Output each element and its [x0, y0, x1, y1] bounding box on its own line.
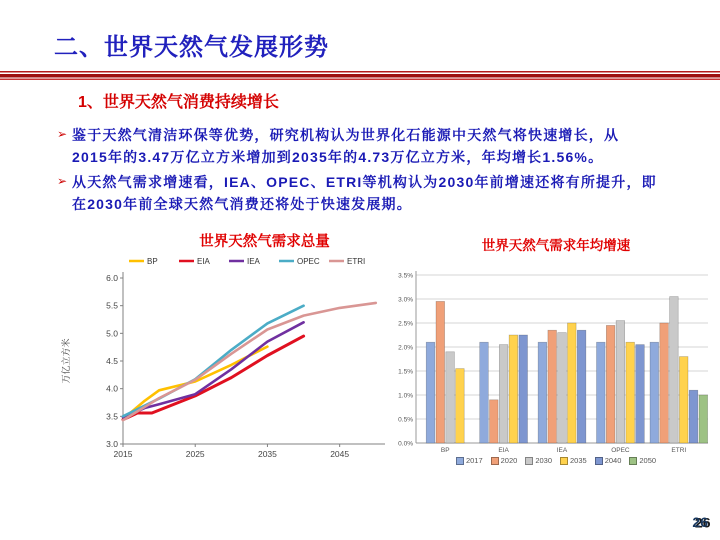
- legend-label-BP: BP: [147, 257, 158, 266]
- y-tick-label: 0.0%: [398, 440, 413, 448]
- bar-OPEC-2030: [616, 321, 625, 443]
- title-divider: [0, 71, 720, 81]
- bar-IEA-2017: [538, 342, 547, 443]
- bar-OPEC-2035: [626, 342, 635, 443]
- bar-BP-2030: [446, 352, 455, 443]
- legend-item-2050: [629, 456, 656, 465]
- bar-ETRI-2030: [670, 297, 679, 443]
- bar-IEA-2030: [558, 333, 567, 443]
- y-tick-label: 3.5%: [398, 272, 413, 280]
- y-tick-label: 5.5: [106, 300, 118, 311]
- bar-chart-panel: [392, 234, 720, 464]
- y-tick-label: 3.5: [106, 411, 118, 422]
- bar-IEA-2040: [577, 330, 586, 443]
- bullet-item: [57, 124, 713, 168]
- bar-OPEC-2017: [597, 342, 606, 443]
- bar-chart: [392, 257, 720, 455]
- y-tick-label: 5.0: [106, 328, 118, 339]
- category-label-ETRI: ETRI: [671, 447, 687, 454]
- bar-ETRI-2050: [699, 395, 708, 443]
- bar-EIA-2030: [499, 345, 508, 443]
- page-number: 26: [692, 514, 708, 530]
- legend-label-EIA: EIA: [197, 257, 210, 266]
- bar-chart-title: 世界天然气需求年均增速: [481, 238, 631, 253]
- y-tick-label: 3.0: [106, 439, 118, 449]
- bullet-line: 2015年的3.47万亿立方米增加到2035年的4.73万亿立方米，年均增长1.56%。: [72, 149, 604, 166]
- y-tick-label: 3.0%: [398, 296, 413, 304]
- legend-label-ETRI: ETRI: [347, 257, 366, 266]
- line-chart: [55, 252, 390, 470]
- y-tick-label: 6.0: [106, 273, 118, 283]
- arrow-bullet-icon: ➢: [57, 127, 68, 141]
- bar-OPEC-2020: [606, 325, 615, 443]
- bar-EIA-2040: [519, 335, 528, 443]
- legend-item-2020: [491, 456, 518, 465]
- bar-ETRI-2040: [689, 390, 698, 443]
- bar-EIA-2020: [490, 400, 499, 443]
- bullet-line: 从天然气需求增速看，IEA、OPEC、ETRI等机构认为2030年前增速还将有所提升，即: [72, 174, 657, 191]
- bar-OPEC-2040: [636, 345, 645, 443]
- legend-label-OPEC: OPEC: [297, 257, 320, 266]
- bar-EIA-2017: [480, 342, 489, 443]
- bar-BP-2017: [426, 342, 435, 443]
- legend-item-2040: [595, 456, 622, 465]
- y-axis-title: 万亿立方米: [61, 338, 71, 384]
- legend-label: 2030: [535, 456, 552, 465]
- category-label-OPEC: OPEC: [611, 447, 630, 454]
- legend-swatch-icon: [560, 457, 568, 465]
- bar-BP-2020: [436, 301, 445, 443]
- x-tick-label: 2025: [185, 449, 205, 459]
- line-chart-title: 世界天然气需求总量: [199, 234, 330, 250]
- category-label-EIA: EIA: [498, 447, 509, 454]
- arrow-bullet-icon: ➢: [57, 174, 68, 189]
- legend-swatch-icon: [491, 457, 499, 465]
- bullet-line: 鉴于天然气清洁环保等优势，研究机构认为世界化石能源中天然气将快速增长，从: [72, 127, 620, 143]
- line-chart-panel: [55, 230, 390, 470]
- y-tick-label: 1.5%: [398, 368, 413, 376]
- y-tick-label: 4.0: [106, 383, 118, 394]
- legend-label: 2050: [639, 456, 657, 465]
- bar-ETRI-2017: [650, 342, 659, 443]
- legend-label: 2017: [465, 456, 483, 465]
- y-tick-label: 0.5%: [398, 416, 413, 424]
- x-tick-label: 2045: [330, 449, 350, 459]
- bar-chart-legend: [392, 456, 720, 465]
- y-tick-label: 1.0%: [398, 392, 413, 400]
- legend-item-2030: [525, 456, 552, 465]
- legend-label: 2040: [604, 456, 622, 465]
- bar-ETRI-2020: [660, 323, 669, 443]
- y-tick-label: 2.0%: [398, 344, 413, 352]
- bar-BP-2035: [456, 369, 465, 443]
- bullet-list: [57, 124, 713, 218]
- section-subtitle: 1、世界天然气消费持续增长: [78, 94, 279, 111]
- legend-item-2035: [560, 456, 587, 465]
- y-tick-label: 2.5%: [398, 320, 413, 328]
- legend-label-IEA: IEA: [247, 257, 260, 266]
- bar-EIA-2035: [509, 335, 518, 443]
- bar-IEA-2020: [548, 330, 557, 443]
- x-tick-label: 2015: [113, 449, 133, 459]
- bullet-item: [57, 171, 713, 215]
- category-label-IEA: IEA: [556, 447, 568, 454]
- legend-swatch-icon: [595, 457, 603, 465]
- bar-IEA-2035: [568, 323, 577, 443]
- y-tick-label: 4.5: [106, 356, 118, 366]
- legend-label: 2020: [500, 456, 518, 465]
- bullet-line: 在2030年前全球天然气消费还将处于快速发展期。: [72, 196, 412, 213]
- slide-title: 二、世界天然气发展形势: [54, 34, 329, 61]
- legend-swatch-icon: [525, 457, 533, 465]
- legend-swatch-icon: [456, 457, 464, 465]
- legend-swatch-icon: [629, 457, 637, 465]
- category-label-BP: BP: [440, 447, 450, 454]
- x-tick-label: 2035: [257, 449, 277, 459]
- series-line-OPEC: [123, 306, 304, 417]
- legend-label: 2035: [570, 456, 587, 465]
- bar-ETRI-2035: [679, 357, 688, 443]
- legend-item-2017: [456, 456, 483, 465]
